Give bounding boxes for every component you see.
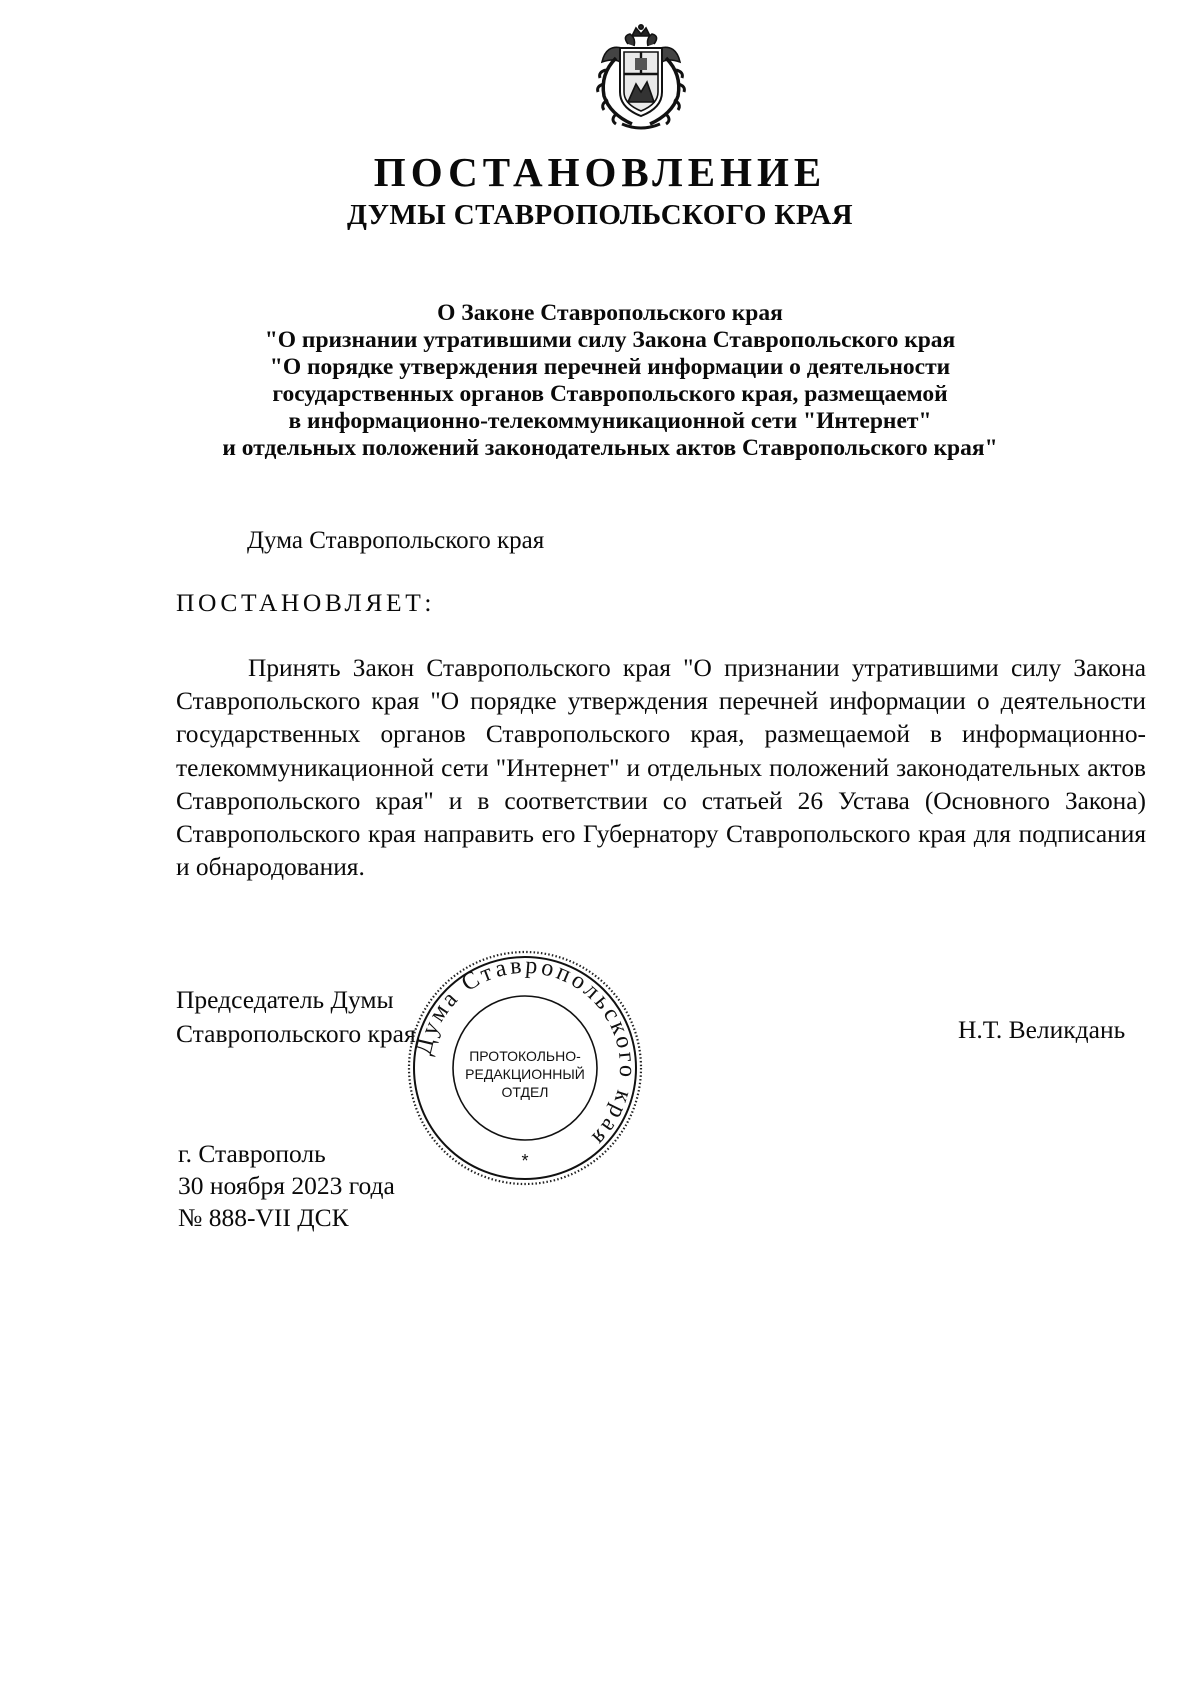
coat-of-arms-icon [592,22,690,134]
subject-line: и отдельных положений законодательных актов Ставропольского края" [222,435,998,461]
signatory-position [176,983,416,1051]
signatory-position-line: Председатель Думы [176,985,394,1014]
decree-word: ПОСТАНОВЛЯЕТ: [176,588,436,617]
stamp-center-line: ПРОТОКОЛЬНО- [469,1048,581,1064]
document-title: ПОСТАНОВЛЕНИЕ [373,149,827,195]
subject-line: О Законе Ставропольского края [437,300,783,326]
document-requisites [178,1138,395,1234]
signatory-position-line: Ставропольского края [176,1019,416,1048]
subject-line: "О порядке утверждения перечней информации о деятельности [269,354,951,380]
document-number: № 888-VII ДСК [178,1203,349,1232]
stamp-ring-text: Дума Ставропольского края [410,952,641,1153]
signatory-name: Н.Т. Великдань [958,1015,1126,1044]
stamp-star: * [521,1151,529,1171]
document-date: 30 ноября 2023 года [178,1171,395,1200]
document-city: г. Ставрополь [178,1139,326,1168]
subject-line: государственных органов Ставропольского края, размещаемой [272,381,948,407]
stamp-center-line: ОТДЕЛ [501,1084,549,1100]
round-stamp [405,948,645,1188]
subject-line: в информационно-телекоммуникационной сети "Интернет" [288,408,932,434]
subject-line: "О признании утратившими силу Закона Ставропольского края [264,327,956,353]
issuing-body: Дума Ставропольского края [247,527,545,554]
document-subtitle: ДУМЫ СТАВРОПОЛЬСКОГО КРАЯ [347,199,853,231]
decree-paragraph: Принять Закон Ставропольского края "О признании утратившими силу Закона Ставропольского края "О порядке утверждения перечней информации о деятельности государственных органов Ставропольского края, размещаемой в информационно-телекоммуникационной сети "Интернет" и отдельных положений законодательных актов Ставропольского края" и в соответствии со статьей 26 Устава (Основного Закона) Ставропольского края направить его Губернатору Ставропольского края для подписания и обнародования. [176,654,1146,882]
document-subject [150,300,1070,462]
stamp-center-line: РЕДАКЦИОННЫЙ [465,1066,585,1082]
